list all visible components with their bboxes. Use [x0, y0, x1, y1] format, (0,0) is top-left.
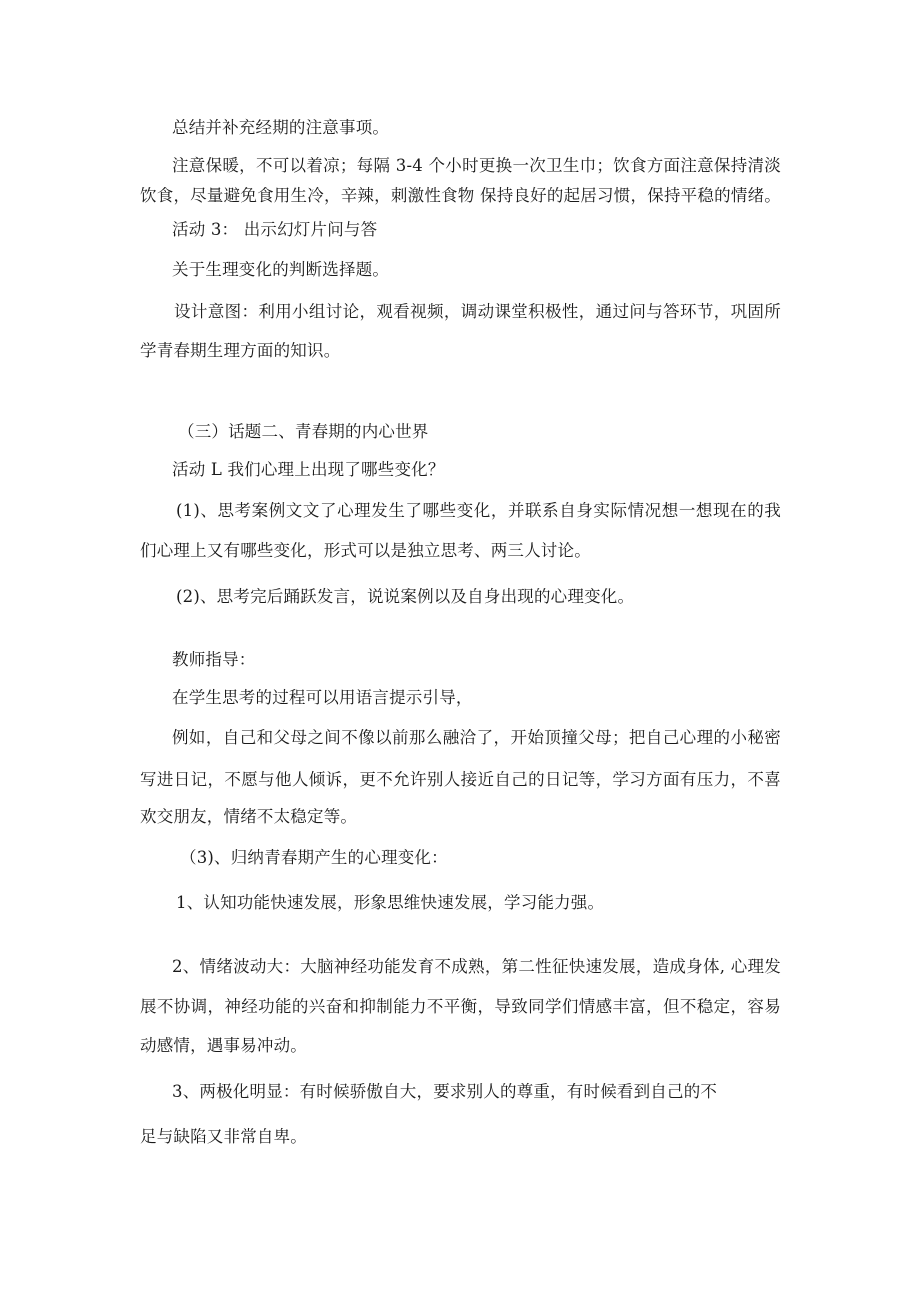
- example-line3: 欢交朋友，情绪不太稳定等。: [140, 807, 358, 826]
- step-1-line1: (1)、思考案例文文了心理发生了哪些变化，并联系自身实际情况想一想现在的我: [176, 501, 781, 520]
- teacher-guidance-heading: 教师指导：: [172, 650, 256, 669]
- change-3-line2: 足与缺陷又非常自卑。: [140, 1127, 307, 1146]
- step-2: (2)、思考完后踊跃发言，说说案例以及自身出现的心理变化。: [176, 587, 635, 606]
- change-1: 1、认知功能快速发展，形象思维快速发展，学习能力强。: [176, 893, 605, 912]
- paragraph-period-care-line2: 饮食，尽量避免食用生冷，辛辣，刺激性食物 保持良好的起居习惯，保持平稳的情绪。: [140, 186, 781, 205]
- activity-3-heading: 活动 3： 出示幻灯片问与答: [172, 220, 378, 239]
- design-intent-line1: 设计意图：利用小组讨论，观看视频，调动课堂积极性，通过问与答环节，巩固所: [174, 302, 781, 321]
- change-2-line3: 动感情，遇事易冲动。: [140, 1036, 307, 1055]
- change-3-line1: 3、两极化明显：有时候骄傲自大，要求别人的尊重，有时候看到自己的不: [172, 1082, 718, 1101]
- activity-1-heading: 活动 L 我们心理上出现了哪些变化？: [172, 460, 445, 479]
- example-line1: 例如，自己和父母之间不像以前那么融洽了，开始顶撞父母；把自己心理的小秘密: [172, 728, 781, 747]
- paragraph-period-summary: 总结并补充经期的注意事项。: [172, 118, 390, 137]
- guidance-intro: 在学生思考的过程可以用语言提示引导，: [172, 688, 473, 707]
- example-line2: 写进日记，不愿与他人倾诉，更不允许别人接近自己的日记等，学习方面有压力，不喜: [140, 770, 781, 789]
- paragraph-period-care-line1: 注意保暖，不可以着凉；每隔 3-4 个小时更换一次卫生巾；饮食方面注意保持清淡: [172, 156, 781, 175]
- step-3-heading: （3)、归纳青春期产生的心理变化：: [180, 848, 448, 867]
- design-intent-line2: 学青春期生理方面的知识。: [140, 341, 341, 360]
- section-heading-topic-two: （三）话题二、青春期的内心世界: [178, 422, 429, 441]
- change-2-line2: 展不协调，神经功能的兴奋和抑制能力不平衡，导致同学们情感丰富，但不稳定，容易: [140, 997, 781, 1016]
- paragraph-quiz: 关于生理变化的判断选择题。: [172, 260, 390, 279]
- change-2-line1: 2、情绪波动大：大脑神经功能发育不成熟，第二性征快速发展，造成身体, 心理发: [172, 957, 781, 976]
- step-1-line2: 们心理上又有哪些变化，形式可以是独立思考、两三人讨论。: [140, 541, 591, 560]
